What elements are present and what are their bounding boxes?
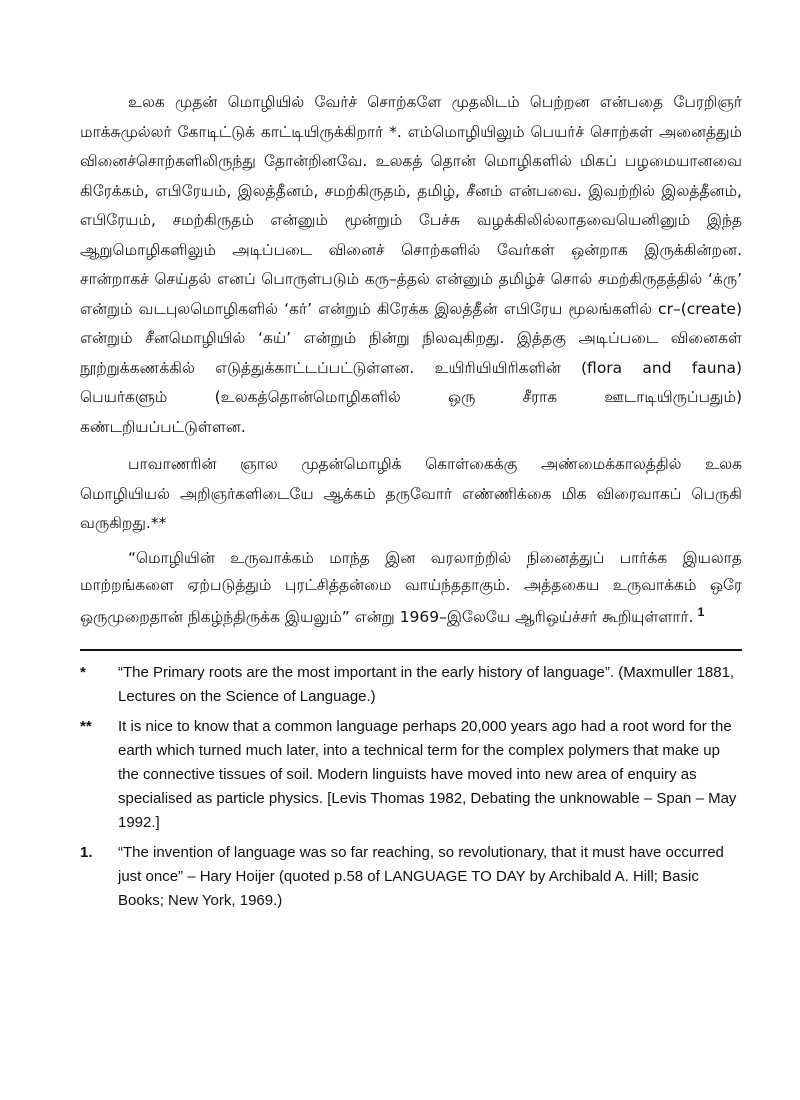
quote-text: “மொழியின் உருவாக்கம் மாந்த இன வரலாற்றில் நினைத்துப் பார்க்க இயலாத மாற்றங்களை ஏற்படுத்தும் புரட்சித்தன்மை வாய்ந்ததாகும். அத்தகைய உருவாக்கம் ஒரே ஒருமுறைதான் நிகழ்ந்திருக்க இயலும்” என்று 1969–இலேயே ஆரிஒய்ச்சர் கூறியுள்ளார். — [80, 548, 742, 626]
footnote-ref-1: 1 — [697, 604, 705, 619]
footnote-divider — [80, 649, 742, 651]
paragraph-roots: உலக முதன் மொழியில் வேர்ச் சொற்களே முதலிடம் பெற்றன என்பதை பேரறிஞர் மாக்சுமுல்லர் கோடிட்டுக் காட்டியிருக்கிறார் *. எம்மொழியிலும் பெயர்ச் சொற்கள் அனைத்தும் வினைச்சொற்களிலிருந்து தோன்றினவே. உலகத் தொன் மொழிகளில் மிகப் பழமையானவை கிரேக்கம், எபிரேயம், இலத்தீனம், சமற்கிருதம், தமிழ், சீனம் என்பவை. இவற்றில் இலத்தீனம், எபிரேயம், சமற்கிருதம் என்னும் மூன்றும் பேச்சு வழக்கிலில்லாதவையெனினும் இந்த ஆறுமொழிகளிலும் அடிப்படை வினைச் சொற்களில் வேர்கள் ஒன்றாக இருக்கின்றன. சான்றாகச் செய்தல் எனப் பொருள்படும் கரு–த்தல் என்னும் தமிழ்ச் சொல் சமற்கிருதத்தில் ‘க்ரு’ என்றும் வடபுலமொழிகளில் ‘கர்’ என்றும் கிரேக்க இலத்தீன் எபிரேய மூலங்களில் cr–(create) என்றும் சீனமொழியில் ‘கய்’ என்றும் நின்று நிலவுகிறது. இத்தகு அடிப்படை வினைகள் நூற்றுக்கணக்கில் எடுத்துக்காட்டப்பட்டுள்ளன. உயிரியியிரிகளின் (flora and fauna) பெயர்களும் (உலகத்தொன்மொழிகளில் ஒரு சீராக ஊடாடியிருப்பதும்) கண்டறியப்பட்டுள்ளன. — [80, 93, 742, 436]
footnote-double-star — [80, 715, 742, 835]
footnote-text: It is nice to know that a common language perhaps 20,000 years ago had a root word for the earth which turned much later, into a technical term for the complex polymers that make up the connective tissues of soil. Modern linguists have moved into new area of enquiry as specialised as particle physics. [Levis Thomas 1982, Debating the unknowable – Span – May 1992.] — [118, 717, 737, 831]
footnote-mark: 1. — [80, 843, 93, 861]
footnote-text: “The Primary roots are the most important in the early history of language”. (Maxmuller 1881, Lectures on the Science of Language.) — [118, 663, 735, 705]
footnotes — [80, 661, 742, 913]
footnote-star — [80, 661, 742, 709]
footnote-mark: ** — [80, 717, 92, 735]
footnote-mark: * — [80, 663, 86, 681]
paragraph-pavanar: பாவாணரின் ஞால முதன்மொழிக் கொள்கைக்கு அண்மைக்காலத்தில் உலக மொழியியல் அறிஞர்களிடையே ஆக்கம் தருவோர் எண்ணிக்கை மிக விரைவாகப் பெருகி வருகிறது.** — [80, 455, 742, 532]
footnote-text: “The invention of language was so far reaching, so revolutionary, that it must have occurred just once” – Hary Hoijer (quoted p.58 of LANGUAGE TO DAY by Archibald A. Hill; Basic Books; New York, 1969.) — [118, 843, 724, 909]
footnote-one — [80, 841, 742, 913]
paragraph-quote — [80, 545, 742, 631]
